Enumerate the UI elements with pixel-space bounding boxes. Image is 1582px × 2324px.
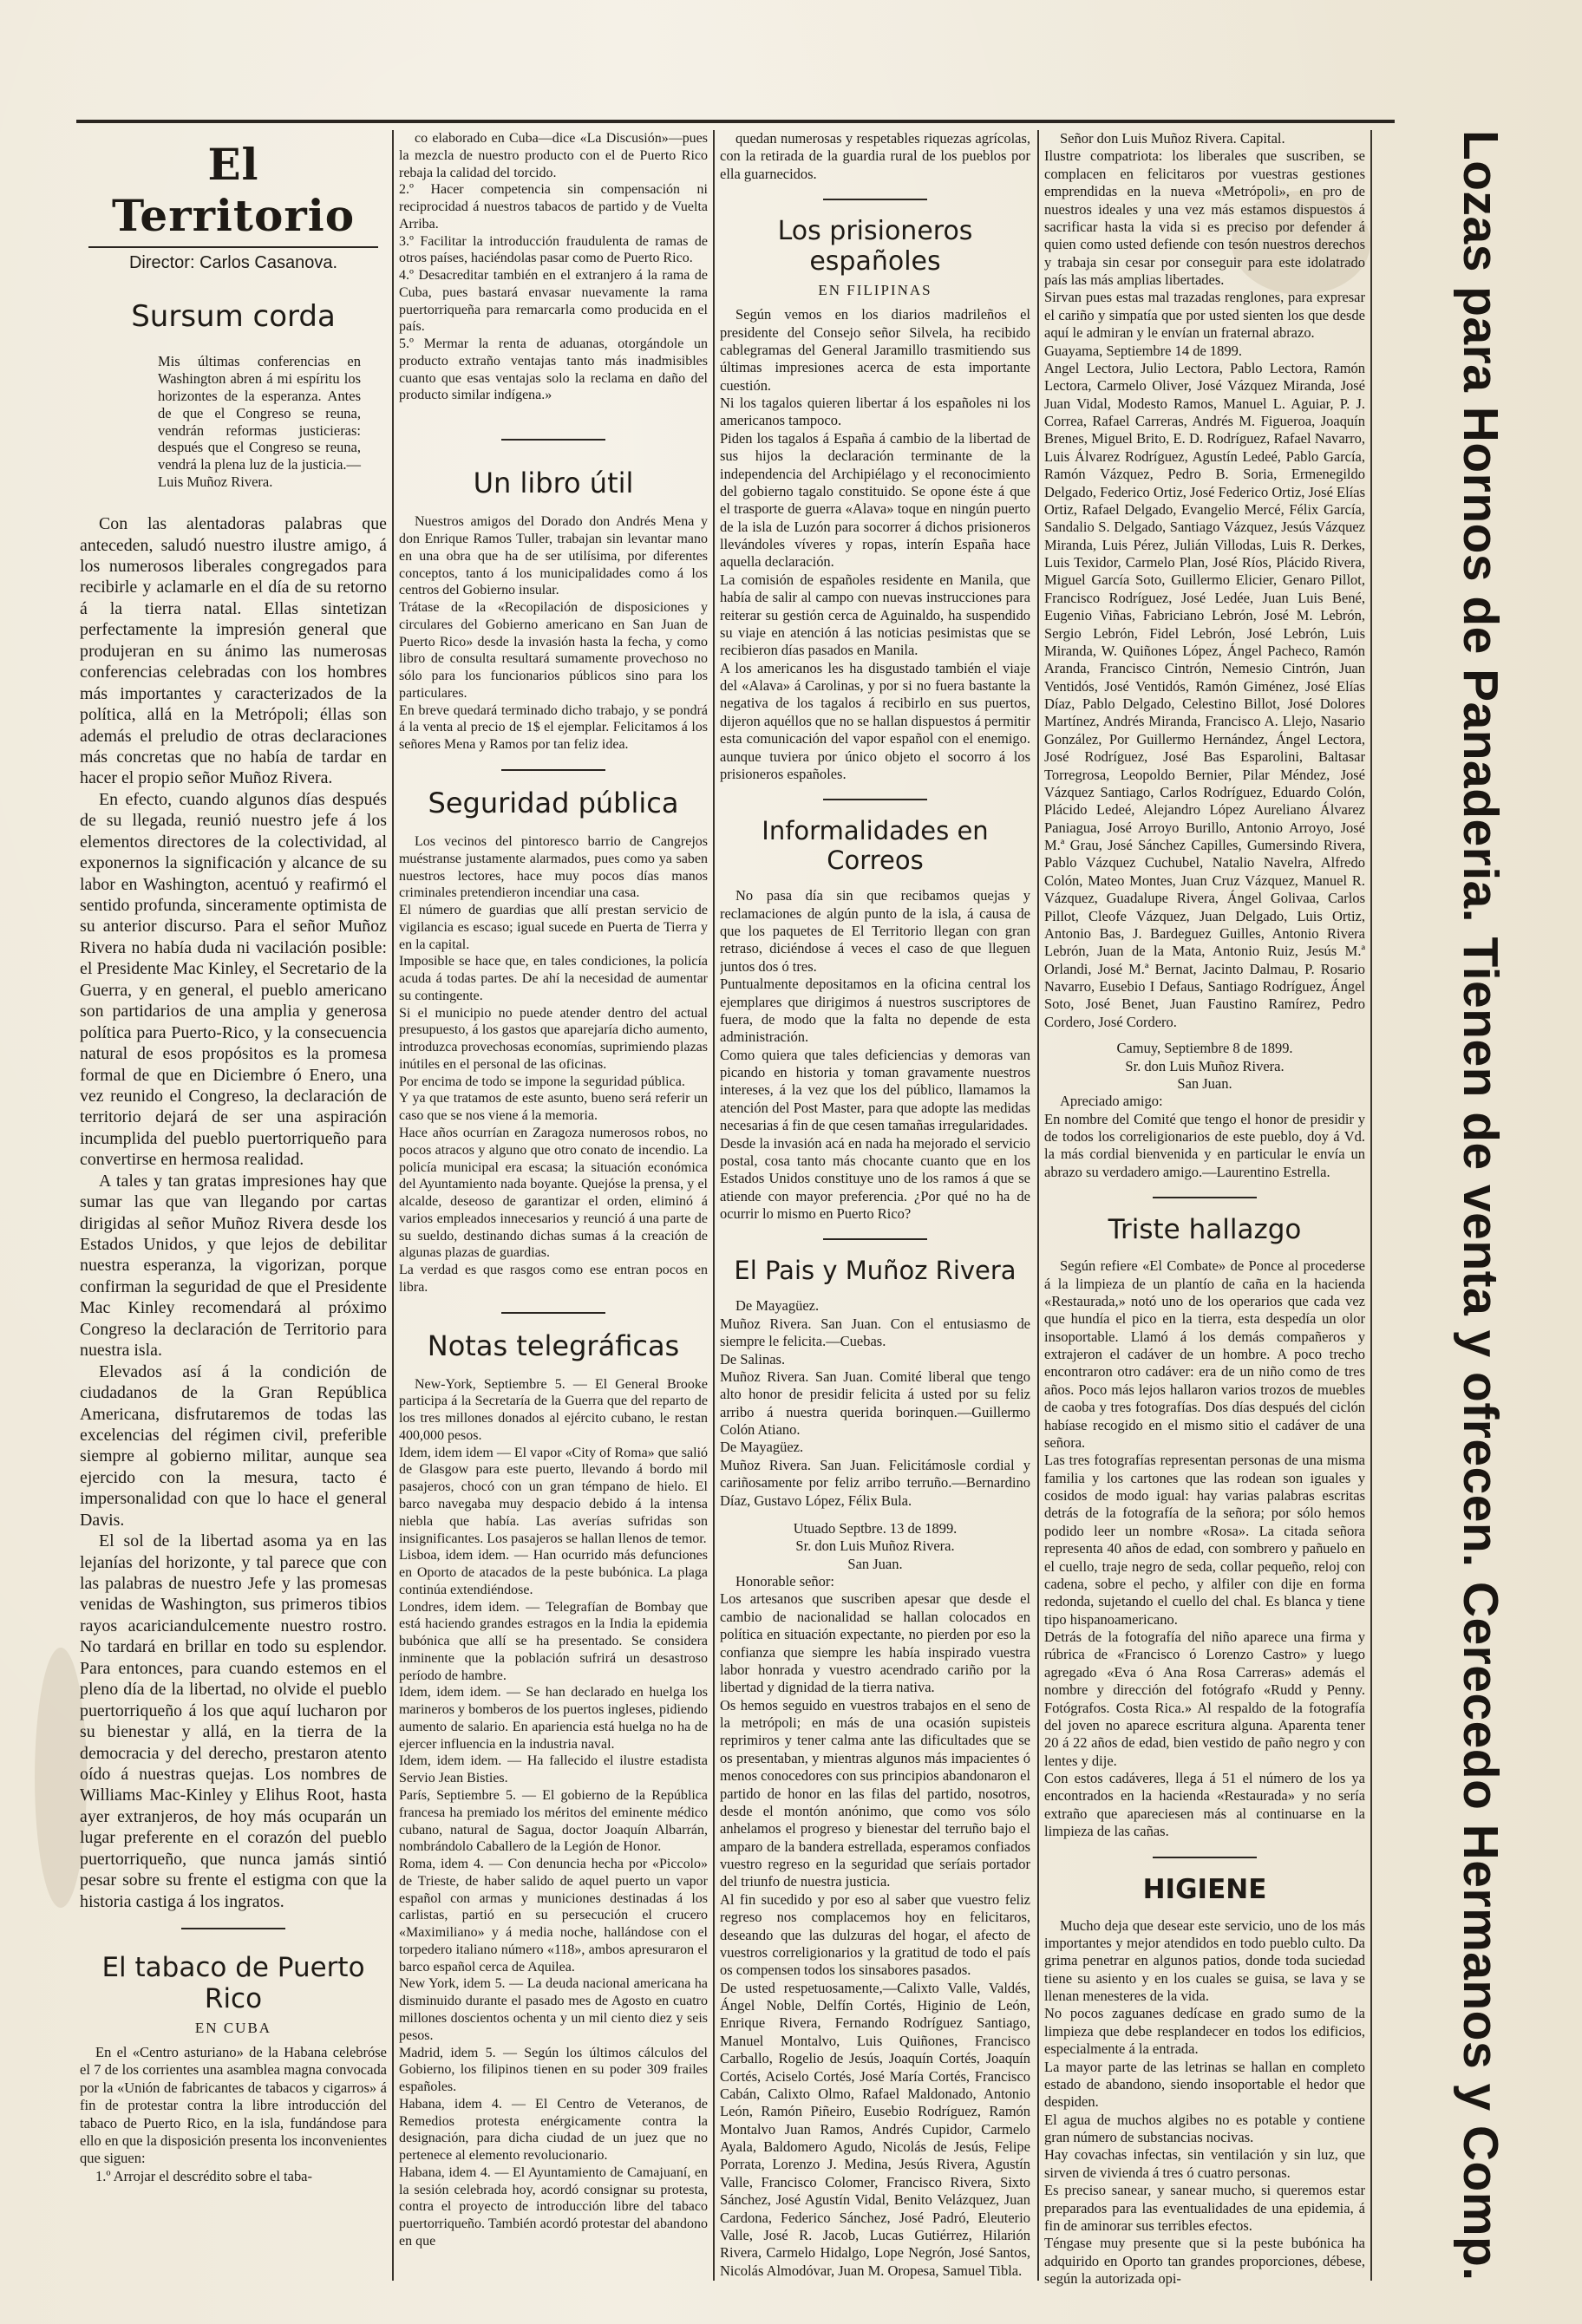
article-paragraph: Con las alentadoras palabras que anteceden, saludó nuestro ilustre amigo, á los numerosos liberales congregados para recibirle y aclamarle en el día de su retorno á la tierra natal. Ellas sintetizan perfectamente la impresión general que produjeran en su ánimo las numerosas conferencias celebradas con los hombres más importantes y caracterizados de la política, allá en la Metrópoli; éllas son además el preludio de otras declaraciones más concretas que no había de tardar en hacer el propio señor Muñoz Rivera. xyxy=(80,514,387,788)
headline-higiene: HIGIENE xyxy=(1142,1873,1267,1905)
headline-triste-hallazgo: Triste hallazgo xyxy=(1108,1214,1302,1246)
masthead-director: Director: Carlos Casanova. xyxy=(128,253,338,272)
article-paragraph: Mucho deja que desear este servicio, uno de los más importantes y mejor atendidos en todo pueblo culto. Da grima penetrar en algunos patios, donde toda suciedad tiene su asiento y en los cuales se guisa, se lava y se llenan menesteres de la vida. No pocos zaguanes dedícase en grado sumo de la limpieza que debe resplandecer en todos los edificios, especialmente á la entrada. La mayor parte de las letrinas se hallan en completo estado de abandono, siendo insoportable el hedor que despiden. El agua de muchos algibes no es potable y contiene gran número de substancias nocivas. Hay covachas infectas, sin ventilación y sin luz, que sirven de vivienda á tres ó cuatro personas. Es preciso sanear, y sanear mucho, si queremos estar preparados para las eventualidades de una epidemia, á fin de aminorar sus terribles efectos. Téngase muy presente que si la peste bubónica ha adquirido en Oporto tan grandes proporciones, débese, según la autorizada opi- xyxy=(1044,1916,1365,2287)
article-paragraph: Según vemos en los diarios madrileños el presidente del Consejo señor Silvela, ha recibido cablegramas del General Jaramillo trasmitiendo sus últimas impresiones acerca de esta importante cuestión. Ni los tagalos quieren libertar á los españoles ni los americanos tampoco. Piden los tagalos á España á cambio de la libertad de sus hijos la declaración terminante de la independencia del Archipiélago y el reconocimiento del gobierno tagalo constituido. Se opone éste á que el trasporte de guerra «Alava» toque en ningún puerto de la isla de Luzón para socorrer á dichos prisioneros llevándoles víveres y ropas, interín España hace aquella declaración. La comisión de españoles residente en Manila, que había de salir al campo con nuevas instrucciones para reiterar su gestión cerca de Aguinaldo, ha suspendido su viaje en atención á las noticias pesimistas que se recibieron días pasados en Manila. A los americanos les ha disgustado también el viaje del «Alava» á Carolinas, y por si no fuera bastante la negativa de los tagalos á recibirlo en sus puertos, dijeron aquéllos que no se hallan dispuestos á permitir esta comunicación del vapor español con el enemigo. aunque tuviera por único objeto el socorro á los prisioneros españoles. xyxy=(720,306,1030,782)
article-paragraph: quedan numerosas y respetables riquezas agrícolas, con la retirada de la guardia rural de los pueblos por ella guarnecidos. xyxy=(720,130,1030,182)
column-4 xyxy=(1044,130,1365,2298)
headline-seguridad: Seguridad pública xyxy=(428,786,679,819)
headline-tabaco: El tabaco de Puerto Rico xyxy=(101,1952,365,2014)
article-paragraph: Honorable señor: Los artesanos que suscriben apesar que desde el cambio de nacionalidad se hallan colocados en política en situación expectante, no pierden por eso la confianza que siempre les había inspirado vuestra labor honrada y vuestro acendrado cariño por la libertad y dignidad de la tierra nativa. Os hemos seguido en vuestros trabajos en el seno de la metrópoli; en más de una ocasión supisteis reprimiros y tener calma ante las dificultades que se os presentaban, y mientras algunos más impacientes ó menos conocedores con sus principios abandonaron el partido de honor en las filas del partido, nosotros, desde el montón anónimo, que como vos sólo anhelamos el progreso y bienestar del terruño bajo el amparo de la bandera estrellada, esperamos confiados vuestro regreso en la seguridad que seríais portador del triunfo de nuestra justicia. Al fin sucedido y por eso al saber que vuestro feliz regreso nos complacemos hoy en felicitaros, deseando que las dulzuras del hogar, el afecto de vuestros correligionarios y la gratitud de todo el país os compensen todos los sinsabores pasados. De usted respetuosamente,—Calixto Valle, Valdés, Ángel Noble, Delfín Cortés, Higinio de León, Enrique Rivera, Fernando Rodríguez Santiago, Manuel Montalvo, Luis Quiñones, Francisco Carballo, Rogelio de Jesús, Joaquín Cortés, Joaquín Cortés, Aciselo Cortés, José María Cortés, Francisco Cabán, Calixto Olmo, Rafael Maldonado, Antonio León, Ramón Piñeiro, Eusebio Rodríguez, Ramón Montalvo Juan Ramos, Andrés Cupidor, Carmelo Ayala, Baldomero Agudo, Nicolás de Jesús, Felipe Porrata, Lorenzo J. Medina, Jesús Rivera, Agustín Valle, Francisco Colomer, Francisco Rivera, Sixto Sánchez, José Agustín Vidal, Benito Velázquez, Juan Cardona, Federico Sánchez, José Padró, Eleuterio Valle, José R. Jacob, Lucas Gutiérrez, Hilarión Rivera, Carmelo Hidalgo, Lope Negrón, José Santos, Nicolás Almodóvar, Juan M. Oropesa, Samuel Tibla. xyxy=(720,1573,1030,2279)
article-paragraph: Señor don Luis Muñoz Rivera. Capital. Ilustre compatriota: los liberales que suscriben, se complacen en felicitaros por vuestras gestiones emprendidas en la nueva «Metrópoli», en pro de nuestros ideales y una vez más estamos dispuestos á sacrificar hasta la vida si es preciso por defender á quien como usted defiende con tesón nuestros derechos y trabaja sin cesar por conseguir para este idolatrado país las más amplias libertades. Sirvan pues estas mal trazadas renglones, para expresar el cariño y simpatía que por usted sienten los que desde aquí le admiran y le envían un fraternal abrazo. Guayama, Septiembre 14 de 1899. Angel Lectora, Julio Lectora, Pablo Lectora, Ramón Lectora, Carmelo Oliver, José Vázquez Miranda, José Juan Vidal, Modesto Ramos, Manuel L. Aguiar, P. J. Correa, Rafael Carreras, Andrés M. Figueroa, Joaquín Brenes, Miguel Brito, E. D. Rodríguez, Rafael Navarro, Luis Álvarez Rodríguez, Agustín Ledeé, Pablo García, Ramón Vázquez, Pedro B. Soria, Ermenegildo Delgado, Federico Ortiz, José Federico Ortiz, José Elías Ortiz, Rafael Delgado, Evangelio Mercé, Félix García, Sandalio S. Delgado, Santiago Vázquez, Jesús Vázquez Miranda, Luis Pérez, Julián Villodas, Luis R. Derkes, Luis Texidor, Carmelo Plan, José Ríos, Plácido Rivera, Miguel García Soto, Guillermo Elicier, Genaro Pillot, Francisco Rodríguez, José Ledée, Juan Luis Bené, Eugenio Viñas, Fabriciano Lebrón, José M. Lebrón, Sergio Lebrón, Fidel Lebrón, José Lebrón, Luis Miranda, W. Quiñones López, Ángel Pacheco, Ramón Aranda, Francisco Cintrón, Nemesio Cintrón, Juan Ventidós, José Ventidós, Ramón Giménez, José Elías Díaz, Pablo Delgado, Celestino Billot, José Dolores Martínez, Andrés Miranda, Francisco A. Llejo, Nasario González, Por Guillermo Hernández, Ángel Lectora, José Rodríguez, José Bas Esparolini, Baltasar Torregrosa, Leopoldo Bernier, Pilar Méndez, José Vázquez Santiago, Carlos Rodríguez, Eduardo Colón, Plácido Ledeé, Alejandro López Aureliano Álvarez Paniagua, José Arroyo Burillo, Antonio Arroyo, José M.ª Grau, José Sánchez Capilles, Gumersindo Rivera, Pablo Vázquez Cuchubel, Natalio Navelra, Alfredo Colón, Mateo Montes, Juan Cruz Vázquez, Manuel R. Vázquez, Guadalupe Rivera, Ángel Golivaa, Carlos Pillot, Cleofe Vázquez, Juan Delgado, Luis Ortiz, Antonio Bas, J. Bardeguez Guilles, Antonio Rivera Lebrón, Juan de la Mata, Antonio Ruiz, Jesús M.ª Orlandi, José M.ª Bernat, Jacinto Dalmau, P. Rosario Navarro, Eusebio I Defaus, Santiago Rodríguez, Ángel Soto, José Benet, Juan Faustino Ramírez, Pedro Cordero, José Cordero. xyxy=(1044,130,1365,1030)
masthead-title: El Territorio xyxy=(111,139,356,241)
article-paragraph: De Mayagüez. Muñoz Rivera. San Juan. Con el entusiasmo de siempre le felicita.—Cuebas. De Salinas. Muñoz Rivera. San Juan. Comité liberal que tengo alto honor de presidir felicita á usted por su feliz arribo á nuestra querida borinquen.—Guillermo Colón Atiano. De Mayagüez. Muñoz Rivera. San Juan. Felicitámosle cordial y cariñosamente por feliz arribo terruño.—Bernardino Díaz, Gustavo López, Félix Bula. xyxy=(720,1297,1030,1509)
epigraph: Mis últimas conferencias en Washington abren á mi espíritu los horizontes de la esperanza. Antes de que el Congreso se reuna, vendrán reformas justicieras: después que el Congreso se reuna, vendrá la plena luz de la justicia.—Luis Muñoz Rivera. xyxy=(158,353,361,491)
section-separator xyxy=(1153,1197,1257,1198)
section-separator xyxy=(181,1928,285,1929)
headline-notas: Notas telegráficas xyxy=(427,1328,680,1362)
article-paragraph: Los vecinos del pintoresco barrio de Cangrejos muéstranse justamente alarmados, pues como ya saben nuestros lectores, hace muy pocos días manos criminales pretendieron incendiar una casa. El número de guardias que allí prestan servicio de vigilancia es escaso; igual sucede en Puerta de Tierra y en la capital. Imposible se hace que, en tales condiciones, la policía acuda á todas partes. De ahí la necesidad de aumentar su contingente. Si el municipio no puede atender dentro del actual presupuesto, á los gastos que aparejaría dicho aumento, introduzca provechosas economías, suprimiendo plazas inútiles en el personal de las oficinas. Por encima de todo se impone la seguridad pública. Y ya que tratamos de este asunto, bueno será referir un caso que se nos viene á la memoria. Hace años ocurrían en Zaragoza numerosos robos, no pocos atracos y alguno que otro conato de incendio. La policía municipal era escasa; la situación económica del Ayuntamiento nada boyante. Quejóse la prensa, y el alcalde, deseoso de garantizar el orden, eliminó á varios empleados innecesarios y reunció á una parte de su sueldo, destinando dichas sumas á la creación de algunas plazas de guardias. La verdad es que rasgos como ese entran pocos en libra. xyxy=(399,833,708,1295)
article-paragraph: Nuestros amigos del Dorado don Andrés Mena y don Enrique Ramos Tuller, trabajan sin levantar mano en una obra que ha de ser utilísima, por diferentes conceptos, tanto á los municipalidades como á los centros del Gobierno insular. Trátase de la «Recopilación de disposiciones y circulares del Gobierno americano en San Juan de Puerto Rico» desde la invasión hasta la fecha, y como libro de consulta resultará sumamente provechoso no sólo para los funcionarios públicos sino para los particulares. En breve quedará terminado dicho trabajo, y se pondrá á la venta al precio de 1$ el ejemplar. Felicitamos á los señores Mena y Ramos por tan feliz idea. xyxy=(399,514,708,753)
letter-heading: Utuado Septbre. 13 de 1899. Sr. don Luis Muñoz Rivera. San Juan. xyxy=(793,1519,958,1572)
column-3 xyxy=(720,130,1030,2298)
vertical-advertisement xyxy=(1388,130,1508,2298)
article-paragraph: Según refiere «El Combate» de Ponce al procederse á la limpieza de un plantío de caña en la hacienda «Restaurada,» notó uno de los operarios que cada vez que hundía el pico en la tierra, esta despedía un olor insoportable. Llamó á los demás compañeros y extrajeron el cadáver de un hombre. A poco trecho encontraron otro cadáver: era de un niño como de tres años. Poco más lejos hallaron varios trozos de muebles de caoba y tres fotografías. Dos días después del ciclón habíase recogido en el mismo sitio el cadáver de una señora. Las tres fotografías representan personas de una misma familia y los cartones que las rodean son iguales y cosidos de modo igual: hay varias palabras escritas detrás de la fotografía de la señora; por sólo hemos podido leer un nombre «Rosa». La citada señora representa 40 años de edad, con sombrero y pañuelo en el cuello, traje negro de seda, collar pequeño, reloj con cadena, sobre el pecho, y alfiler con dije en forma redonda, sujetando el cuello del chal. Es blanca y tiene tipo hispanoamericano. Detrás de la fotografía del niño aparece una firma y rúbrica de «Francisco ó Lorenzo Castro» y luego agregado «Eva ó Ana Rosa Carreras» además el nombre y dirección del fotógrafo «Rudd y Penny. Fotógrafos. Costa Rica.» Al respaldo de la fotografía del joven no aparece escritura alguna. Aparenta tener 20 á 22 años de edad, bien vestido de paño negro y con lentes y dije. Con estos cadáveres, llega á 51 el número de los ya encontrados en la hacienda «Restaurada» y no sería extraño que apareciesen más al continuarse en la limpieza de las cañas. xyxy=(1044,1257,1365,1840)
subheadline: EN FILIPINAS xyxy=(818,282,932,299)
column-2 xyxy=(399,130,708,2298)
subheadline: EN CUBA xyxy=(194,2020,272,2036)
article-paragraph: No pasa día sin que recibamos quejas y reclamaciones de algún punto de la isla, á causa de que los paquetes de El Territorio llegan con gran retraso, diciéndose á veces el caso de que lleguen juntos dos ó tres. Puntualmente depositamos en la oficina central los ejemplares que dirigimos á nuestros suscriptores de fuera, de modo que la falta no depende de esta administración. Como quiera que tales deficiencias y demoras van picando en historia y toman gravamente nuestros intereses, á la vez que los del público, llamamos la atención del Post Master, para que adopte las medidas necesarias á fin de que cesen tamañas irregularidades. Desde la invasión acá en nada ha mejorado el servicio postal, cosa tanto más chocante cuanto que en los Estados Unidos constituye uno de los ramos á que se atiende con mayor preferencia. ¿Por qué no ha de ocurrir lo mismo en Puerto Rico? xyxy=(720,887,1030,1222)
article-paragraph: En el «Centro asturiano» de la Habana celebróse el 7 de los corrientes una asamblea magna convocada por la «Unión de fabricantes de tabacos y cigarros» á fin de protestar contra la libre introducción del tabaco de Puerto Rico, en la isla, fundándose para ello en que la disposición presenta los inconvenientes que siguen: xyxy=(80,2044,387,2167)
masthead-rule xyxy=(88,246,378,248)
column-1 xyxy=(80,130,387,2298)
top-rule xyxy=(76,120,1395,123)
column-divider xyxy=(1037,130,1039,2281)
letter-heading: Camuy, Septiembre 8 de 1899. Sr. don Luis Muñoz Rivera. San Juan. xyxy=(1116,1040,1293,1092)
headline-prisioneros: Los prisioneros españoles xyxy=(777,216,973,277)
paper-stain xyxy=(35,1648,87,1908)
article-paragraph: En efecto, cuando algunos días después de su llegada, reunió nuestro jefe á los elementos directores de la colectividad, al exponernos la significación y alcance de su labor en Washington, acentuó y reafirmó el sentido profunda, sinceramente optimista de su anterior discurso. Para el señor Muñoz Rivera no había duda ni vacilación posible: el Presidente Mac Kinley, el Secretario de la Guerra, y en general, el pueblo americano son partidarios de una amplia y generosa política para Puerto-Rico, y la consecuencia natural de esos propósitos es la promesa formal de que en Diciembre ó Enero, una vez reunido el Congreso, la declaración de territorio dejará de ser una aspiración incumplida del pueblo puertorriqueño para convertirse en hermosa realidad. xyxy=(80,789,387,1170)
column-divider xyxy=(1370,130,1372,2281)
column-divider xyxy=(392,130,394,2281)
headline-libro-util: Un libro útil xyxy=(473,467,634,500)
section-separator xyxy=(501,1312,605,1314)
article-paragraph: A tales y tan gratas impresiones hay que sumar las que van llegando por cartas dirigidas al señor Muñoz Rivera desde los Estados Unidos, y que lejos de debilitar nuestra esperanza, la vigorizan, porque confirman la seguridad de que el Presidente Mac Kinley recomendará al próximo Congreso la declaración de Territorio para nuestra isla. xyxy=(80,1171,387,1361)
article-paragraph: co elaborado en Cuba—dice «La Discusión»—pues la mezcla de nuestro producto con el de Puerto Rico rebaja la calidad del torcido. 2.º Hacer competencia sin compensación ni reciprocidad á nuestros tabacos de partido y de Vuelta Arriba. 3.º Facilitar la introducción fraudulenta de ramas de otros países, haciéndolas pasar como de Puerto Rico. 4.º Desacreditar también en el extranjero á la rama de Cuba, pues bastará envasar nuevamente la rama puertorriqueña para remarcarla como producida en el país. 5.º Mermar la renta de aduanas, otorgándole un producto extraño ventajas tanto más inadmisibles cuanto que esas ventajas solo la reclama en daño del producto similar indígena.» xyxy=(399,131,708,403)
section-separator xyxy=(823,1238,927,1240)
headline-pais-munoz: El Pais y Muñoz Rivera xyxy=(734,1256,1017,1286)
advertisement-text: Lozas para Hornos de Panaderia. Tienen de venta y ofrecen. Cerecedo Hermanos y Comp. xyxy=(1453,130,1508,2282)
headline-correos: Informalidades en Correos xyxy=(762,816,989,876)
article-paragraph: New-York, Septiembre 5. — El General Brooke participa á la Secretaría de la Guerra que del reparto de los tres millones donados al ejército cubano, le restan 400,000 pesos. Idem, idem idem — El vapor «City of Roma» que salió de Glasgow para este puerto, llevando á bordo mil pasajeros, chocó con un gran témpano de hielo. El barco navegaba muy despacio debido á la intensa niebla que había. Las averías sufridas son insignificantes. Los pasajeros se hallan llenos de temor. Lisboa, idem idem. — Han ocurrido más defunciones en Oporto de atacados de la peste bubónica. La plaga continúa extendiéndose. Londres, idem idem. — Telegrafían de Bombay que está haciendo grandes estragos en la India la epidemia bubónica que allí se ha presentado. Se considera inminente que la población sufrirá un desastroso período de hambre. Idem, idem idem. — Se han declarado en huelga los marineros y bomberos de los puertos ingleses, pidiendo aumento de salario. En apariencia está huelga no ha de ejercer influencia en la industria naval. Idem, idem idem. — Ha fallecido el ilustre estadista Servio Jean Bisties. París, Septiembre 5. — El gobierno de la República francesa ha premiado los méritos del eminente médico cubano, natural de Sagua, doctor Joaquín Albarrán, nombrándolo Caballero de la Legión de Honor. Roma, idem 4. — Con denuncia hecha por «Piccolo» de Trieste, de haber salido de aquel puerto un vapor español con armas y municiones destinadas á los carlistas, partió en su persecución el crucero «Maximiliano» y á media noche, hallándose con el torpedero italiano número «118», ambos apresuraron el barco español cerca de Aquilea. New York, idem 5. — La deuda nacional americana ha disminuido durante el pasado mes de Agosto en cuatro millones doscientos ochenta y un mil ciento diez y seis pesos. Madrid, idem 5. — Según los últimos cálculos del Gobierno, los filipinos tienen en su poder 309 frailes españoles. Habana, idem 4. — El Centro de Veteranos, de Remedios protesta enérgicamente contra la designación, para dicha ciudad de un juez que no pertenece al elemento revolucionario. Habana, idem 4. — El Ayuntamiento de Camajuaní, en la sesión celebrada hoy, acordó consignar su protesta, contra el proyecto de introducción libre del tabaco puertorriqueño. También acordó protestar del abandono en que xyxy=(399,1376,708,2249)
section-separator xyxy=(501,769,605,771)
column-divider xyxy=(713,130,715,2281)
section-separator xyxy=(823,799,927,800)
article-paragraph: 1.º Arrojar el descrédito sobre el taba- xyxy=(95,2167,312,2184)
article-paragraph: El sol de la libertad asoma ya en las lejanías del horizonte, y tal parece que con las palabras de nuestro Jefe y las promesas venidas de Washington, sus primeros tibios rayos acariciandulcemente nuestro rostro. No tardará en brillar en todo su esplendor. Para entonces, para cuando estemos en el pleno día de la libertad, no olvide el pueblo puertorriqueño á los que aquí lucharon por su bienestar y allá, en la tierra de la democracia y del derecho, prestaron atento oído á nuestras quejas. Los nombres de Williams Mac-Kinley y Elihus Root, hasta ayer extranjeros, de hoy más ocuparán un lugar preferente en el corazón del pueblo puertorriqueño, que nunca jamás sintió pesar sobre su frente el estigma con que la historia castiga á los ingratos. xyxy=(80,1531,387,1911)
section-separator xyxy=(1153,1857,1257,1858)
article-paragraph: Elevados así á la condición de ciudadanos de la Gran República Americana, disfrutaremos de todas las excelencias del régimen civil, preferible siempre al gobierno militar, aunque sea ejercido con la mesura, tacto é impersonalidad con que lo hace el general Davis. xyxy=(80,1361,387,1530)
section-separator xyxy=(501,439,605,441)
article-paragraph: Apreciado amigo: En nombre del Comité que tengo el honor de presidir y de todos los correligionarios de este pueblo, doy á Vd. la más cordial bienvenida y en particular le envía un abrazo su verdadero amigo.—Laurentino Estrella. xyxy=(1044,1093,1365,1180)
headline-sursum-corda: Sursum corda xyxy=(131,299,336,334)
section-separator xyxy=(823,199,927,200)
